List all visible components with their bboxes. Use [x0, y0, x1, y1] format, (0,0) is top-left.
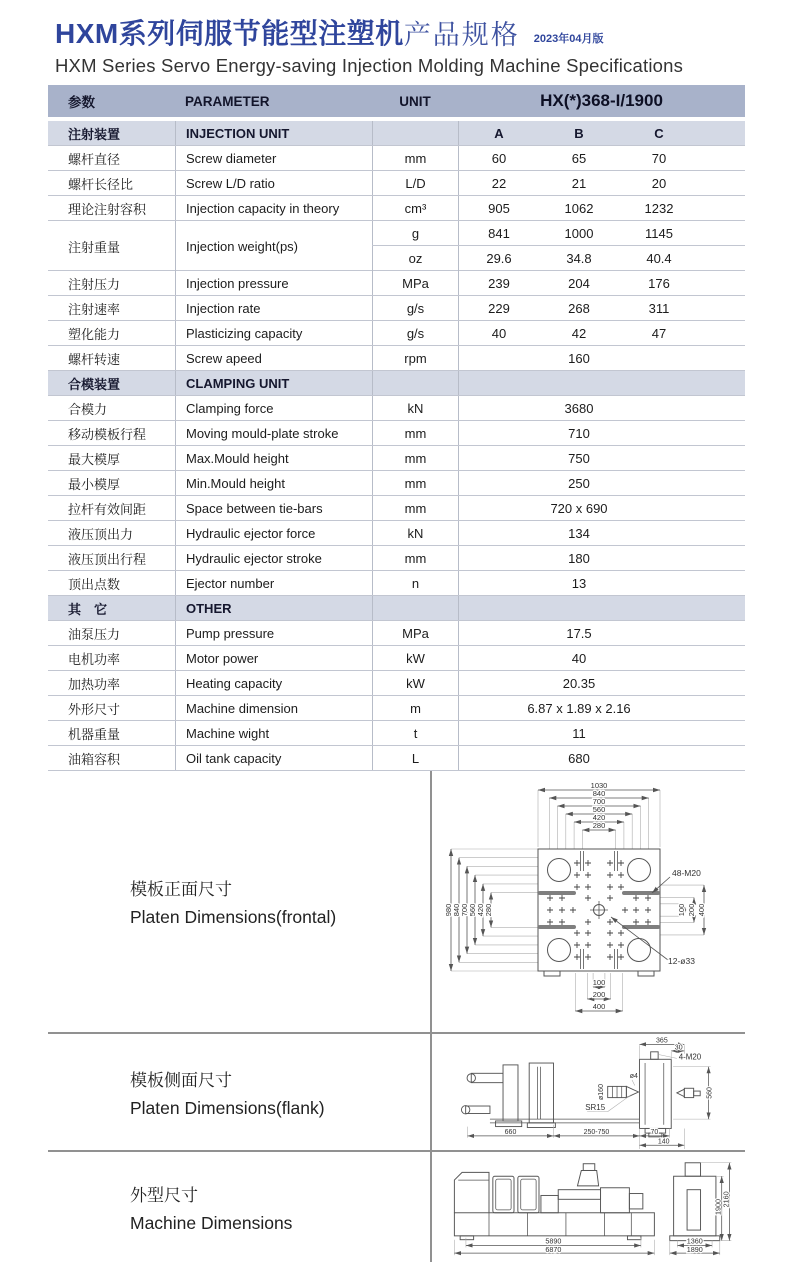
unit-cell: kW [372, 646, 458, 670]
value-cells [458, 296, 745, 320]
value-cells [458, 346, 745, 370]
param-en: Max.Mould height [175, 446, 372, 470]
callout-tapped-holes: 48-M20 [671, 867, 701, 878]
unit-cell: mm [372, 546, 458, 570]
param-en: Injection rate [175, 296, 372, 320]
callout-studs: 4-M20 [678, 1052, 701, 1062]
value-b: 42 [571, 325, 587, 341]
unit-cell: t [372, 721, 458, 745]
param-cn: 最小模厚 [68, 476, 121, 492]
dim-label: 840 [592, 788, 605, 798]
param-cn: 加热功率 [68, 676, 121, 692]
param-en: Ejector number [175, 571, 372, 595]
value-merged: 11 [572, 725, 586, 741]
value-merged: 180 [568, 550, 590, 566]
value-a: 22 [491, 175, 507, 191]
value-merged: 6.87 x 1.89 x 2.16 [527, 700, 631, 716]
value-cells [458, 671, 745, 695]
title-cn-bold: HXM系列伺服节能型注塑机 [55, 18, 404, 49]
section-row-other [48, 596, 745, 621]
value-a: 40 [491, 325, 507, 341]
param-en: Min.Mould height [175, 471, 372, 495]
table-row [48, 496, 745, 521]
section-cn: 合模装置 [68, 376, 121, 392]
diagram-label-frontal [48, 771, 430, 1032]
subtitle-en: HXM Series Servo Energy-saving Injection Molding Machine Specifications [55, 55, 684, 76]
weight-subrow-g [372, 221, 745, 246]
param-cn: 螺杆转速 [68, 351, 121, 367]
param-cn: 注射压力 [68, 276, 121, 292]
header-param-en: PARAMETER [185, 93, 270, 109]
section-row-injection [48, 121, 745, 146]
param-en: Screw diameter [175, 146, 372, 170]
dim-label: 1890 [686, 1245, 703, 1255]
value-cells [458, 196, 745, 220]
table-row [48, 196, 745, 221]
dim-label: 365 [655, 1037, 668, 1045]
section-en: CLAMPING UNIT [175, 371, 372, 395]
param-cn: 拉杆有效间距 [68, 501, 147, 517]
dim-label: 100 [676, 903, 686, 916]
table-row-injection-weight [48, 221, 745, 271]
header-param-cn: 参数 [68, 95, 95, 110]
unit-cell: g/s [372, 321, 458, 345]
diagram-row-flank [48, 1032, 745, 1150]
dim-label: ø4 [629, 1072, 638, 1080]
table-row [48, 571, 745, 596]
param-cn: 液压顶出行程 [68, 551, 147, 567]
table-row [48, 746, 745, 771]
param-cn: 最大模厚 [68, 451, 121, 467]
param-en: Machine dimension [175, 696, 372, 720]
table-row [48, 621, 745, 646]
value-b: 1000 [564, 225, 594, 241]
value-merged: 13 [571, 575, 587, 591]
unit-cell: rpm [372, 346, 458, 370]
param-en: Hydraulic ejector stroke [175, 546, 372, 570]
unit-cell: L/D [372, 171, 458, 195]
param-cn: 油箱容积 [68, 751, 121, 767]
section-cn: 其 它 [68, 601, 108, 617]
value-c: 40.4 [646, 251, 672, 266]
edition-label: 2023年04月版 [533, 33, 604, 45]
table-row [48, 321, 745, 346]
title-cn-light: 产品规格 [403, 20, 520, 50]
value-cells [458, 546, 745, 570]
diagram-figure-machine [430, 1152, 745, 1262]
value-cells [458, 621, 745, 645]
frontal-platen-diagram [438, 777, 740, 1027]
value-b: 65 [571, 150, 587, 166]
param-en: Heating capacity [175, 671, 372, 695]
value-cells [458, 471, 745, 495]
unit-cell: oz [372, 246, 458, 271]
param-cn: 机器重量 [68, 726, 121, 742]
value-merged: 134 [568, 525, 590, 541]
unit-cell: g/s [372, 296, 458, 320]
unit-cell: cm³ [372, 196, 458, 220]
dim-label: 200 [592, 989, 605, 999]
diagram-label-machine [48, 1152, 430, 1262]
value-c: 176 [648, 275, 670, 291]
table-row [48, 171, 745, 196]
value-cells [458, 696, 745, 720]
param-en: Oil tank capacity [175, 746, 372, 770]
diagram-label-cn: 模板正面尺寸 [130, 880, 232, 899]
param-en: Injection capacity in theory [175, 196, 372, 220]
value-c: 70 [651, 150, 667, 166]
unit-cell: MPa [372, 271, 458, 295]
dim-label: 560 [467, 903, 477, 916]
param-cn: 注射速率 [68, 301, 121, 317]
value-a: 60 [491, 150, 507, 166]
value-cells [458, 246, 745, 271]
diagram-label-en: Machine Dimensions [130, 1212, 293, 1233]
diagram-label-flank [48, 1034, 430, 1150]
flank-platen-diagram [439, 1035, 739, 1149]
param-en: Machine wight [175, 721, 372, 745]
value-merged: 250 [568, 475, 590, 491]
value-c: 311 [648, 300, 670, 316]
param-cn: 顶出点数 [68, 576, 121, 592]
param-cn: 理论注射容积 [68, 201, 147, 217]
unit-cell [372, 371, 458, 395]
table-row [48, 346, 745, 371]
diagram-row-frontal [48, 771, 745, 1032]
dim-label: 1900 [713, 1198, 723, 1216]
diagram-figure-frontal [430, 771, 745, 1032]
callout-through-holes: 12-ø33 [667, 955, 695, 966]
param-cn: 合模力 [68, 401, 108, 417]
value-cells [458, 321, 745, 345]
dim-label: 660 [504, 1129, 516, 1137]
col-label-c: C [654, 125, 664, 141]
param-cn: 电机功率 [68, 651, 121, 667]
value-cells [458, 396, 745, 420]
machine-side-view [454, 1164, 654, 1240]
dim-label: 400 [592, 1001, 605, 1011]
dim-label: 140 [657, 1138, 670, 1146]
header-model: HX(*)368-I/1900 [540, 91, 663, 110]
param-en: Moving mould-plate stroke [175, 421, 372, 445]
dim-label: 70 [650, 1129, 658, 1137]
value-cells [458, 421, 745, 445]
value-cells [458, 221, 745, 245]
dim-label: 420 [475, 903, 485, 916]
dim-label: 700 [592, 796, 605, 806]
machine-end-view [669, 1163, 719, 1241]
unit-cell [372, 596, 458, 620]
unit-cell: mm [372, 446, 458, 470]
page-header [55, 12, 683, 77]
machine-dimensions-diagram [439, 1157, 739, 1257]
dim-label: 30 [674, 1044, 683, 1052]
value-cells [458, 446, 745, 470]
section-en: INJECTION UNIT [175, 121, 372, 145]
unit-cell [372, 121, 458, 145]
value-merged: 40 [571, 650, 587, 666]
unit-cell: kW [372, 671, 458, 695]
weight-subrows [372, 221, 745, 271]
table-row [48, 421, 745, 446]
param-cn: 注射重量 [68, 239, 121, 255]
value-c: 20 [651, 175, 667, 191]
value-a: 841 [488, 225, 510, 241]
platen-drawing [451, 790, 704, 1011]
param-cn: 外形尺寸 [68, 701, 121, 717]
value-merged: 17.5 [566, 625, 592, 641]
value-cells [458, 746, 745, 770]
value-merged: 710 [568, 425, 590, 441]
param-en: Motor power [175, 646, 372, 670]
param-en: Hydraulic ejector force [175, 521, 372, 545]
table-row [48, 396, 745, 421]
value-a: 229 [488, 300, 510, 316]
value-a: 29.6 [486, 251, 512, 266]
value-merged: 680 [568, 750, 590, 766]
unit-cell: mm [372, 146, 458, 170]
value-merged: 3680 [564, 400, 594, 416]
diagram-figure-flank [430, 1034, 745, 1150]
value-merged: 750 [568, 450, 590, 466]
dim-label: 560 [592, 804, 605, 814]
value-merged: 720 x 690 [550, 500, 608, 516]
value-cells [458, 596, 745, 620]
value-cells [458, 171, 745, 195]
dim-label: 400 [696, 903, 706, 916]
dim-label: 2160 [720, 1191, 730, 1208]
dim-label: 100 [592, 977, 605, 987]
unit-cell: mm [372, 471, 458, 495]
diagram-row-machine [48, 1150, 745, 1262]
value-c: 1232 [644, 200, 674, 216]
dim-label: ø160 [597, 1084, 605, 1100]
unit-cell: m [372, 696, 458, 720]
dim-label: 1030 [590, 780, 607, 790]
param-cn: 液压顶出力 [68, 526, 134, 542]
spec-table [48, 121, 745, 771]
value-b: 268 [568, 300, 590, 316]
unit-cell: kN [372, 396, 458, 420]
dim-label: 840 [451, 903, 461, 916]
param-cn: 螺杆直径 [68, 151, 121, 167]
dim-label: 5890 [544, 1236, 561, 1246]
param-cn: 塑化能力 [68, 326, 121, 342]
unit-cell: L [372, 746, 458, 770]
param-en: Space between tie-bars [175, 496, 372, 520]
table-row [48, 146, 745, 171]
param-cn: 油泵压力 [68, 626, 121, 642]
section-cn: 注射装置 [68, 126, 121, 142]
dim-label: 1360 [686, 1236, 703, 1246]
table-row [48, 521, 745, 546]
diagram-label-cn: 模板侧面尺寸 [130, 1070, 232, 1090]
unit-cell: kN [372, 521, 458, 545]
diagram-label-cn: 外型尺寸 [130, 1185, 198, 1205]
table-row [48, 471, 745, 496]
callout-nozzle-radius: SR15 [584, 1102, 605, 1112]
diagram-label-en: Platen Dimensions(frontal) [130, 907, 337, 927]
table-row [48, 546, 745, 571]
param-cn: 螺杆长径比 [68, 176, 134, 192]
col-labels [458, 121, 745, 145]
value-cells [458, 271, 745, 295]
dim-label: 560 [705, 1087, 713, 1099]
param-en: Plasticizing capacity [175, 321, 372, 345]
table-row [48, 671, 745, 696]
param-cn: 移动模板行程 [68, 426, 147, 442]
table-row [48, 696, 745, 721]
value-cells [458, 646, 745, 670]
page-title [55, 12, 683, 52]
param-en: Clamping force [175, 396, 372, 420]
unit-cell: MPa [372, 621, 458, 645]
unit-cell: n [372, 571, 458, 595]
value-c: 1145 [645, 225, 673, 241]
value-b: 1062 [564, 200, 594, 216]
col-label-b: B [574, 125, 584, 141]
value-a: 239 [488, 275, 510, 291]
section-en: OTHER [175, 596, 372, 620]
param-en: Screw apeed [175, 346, 372, 370]
col-label-a: A [494, 125, 504, 141]
unit-cell: g [372, 221, 458, 245]
dim-label: 200 [686, 903, 696, 916]
value-merged: 20.35 [562, 675, 596, 691]
header-unit: UNIT [399, 93, 431, 109]
param-en: Screw L/D ratio [175, 171, 372, 195]
unit-cell: mm [372, 421, 458, 445]
value-cells [458, 521, 745, 545]
value-cells [458, 146, 745, 170]
value-cells [458, 721, 745, 745]
table-row [48, 271, 745, 296]
value-b: 34.8 [566, 251, 592, 266]
value-a: 905 [488, 200, 510, 216]
value-b: 204 [568, 275, 590, 291]
table-row [48, 446, 745, 471]
diagram-label-en: Platen Dimensions(flank) [130, 1097, 325, 1118]
dim-label: 280 [592, 820, 605, 830]
param-en: Injection weight(ps) [175, 221, 372, 271]
diagram-area [48, 771, 745, 1262]
value-c: 47 [651, 325, 667, 341]
table-header-bar [48, 85, 745, 117]
dim-label: 6870 [544, 1245, 561, 1255]
section-row-clamping [48, 371, 745, 396]
value-merged: 160 [568, 350, 590, 366]
dim-label: 420 [592, 812, 605, 822]
dim-label: 980 [443, 903, 453, 916]
table-row [48, 296, 745, 321]
param-en: Pump pressure [175, 621, 372, 645]
dim-label: 700 [459, 903, 469, 916]
value-cells [458, 571, 745, 595]
param-en: Injection pressure [175, 271, 372, 295]
value-cells [458, 496, 745, 520]
unit-cell: mm [372, 496, 458, 520]
dim-label: 250-750 [583, 1129, 609, 1137]
table-row [48, 721, 745, 746]
dim-label: 280 [483, 903, 493, 916]
value-b: 21 [571, 175, 587, 191]
weight-subrow-oz [372, 246, 745, 271]
table-row [48, 646, 745, 671]
value-cells [458, 371, 745, 395]
